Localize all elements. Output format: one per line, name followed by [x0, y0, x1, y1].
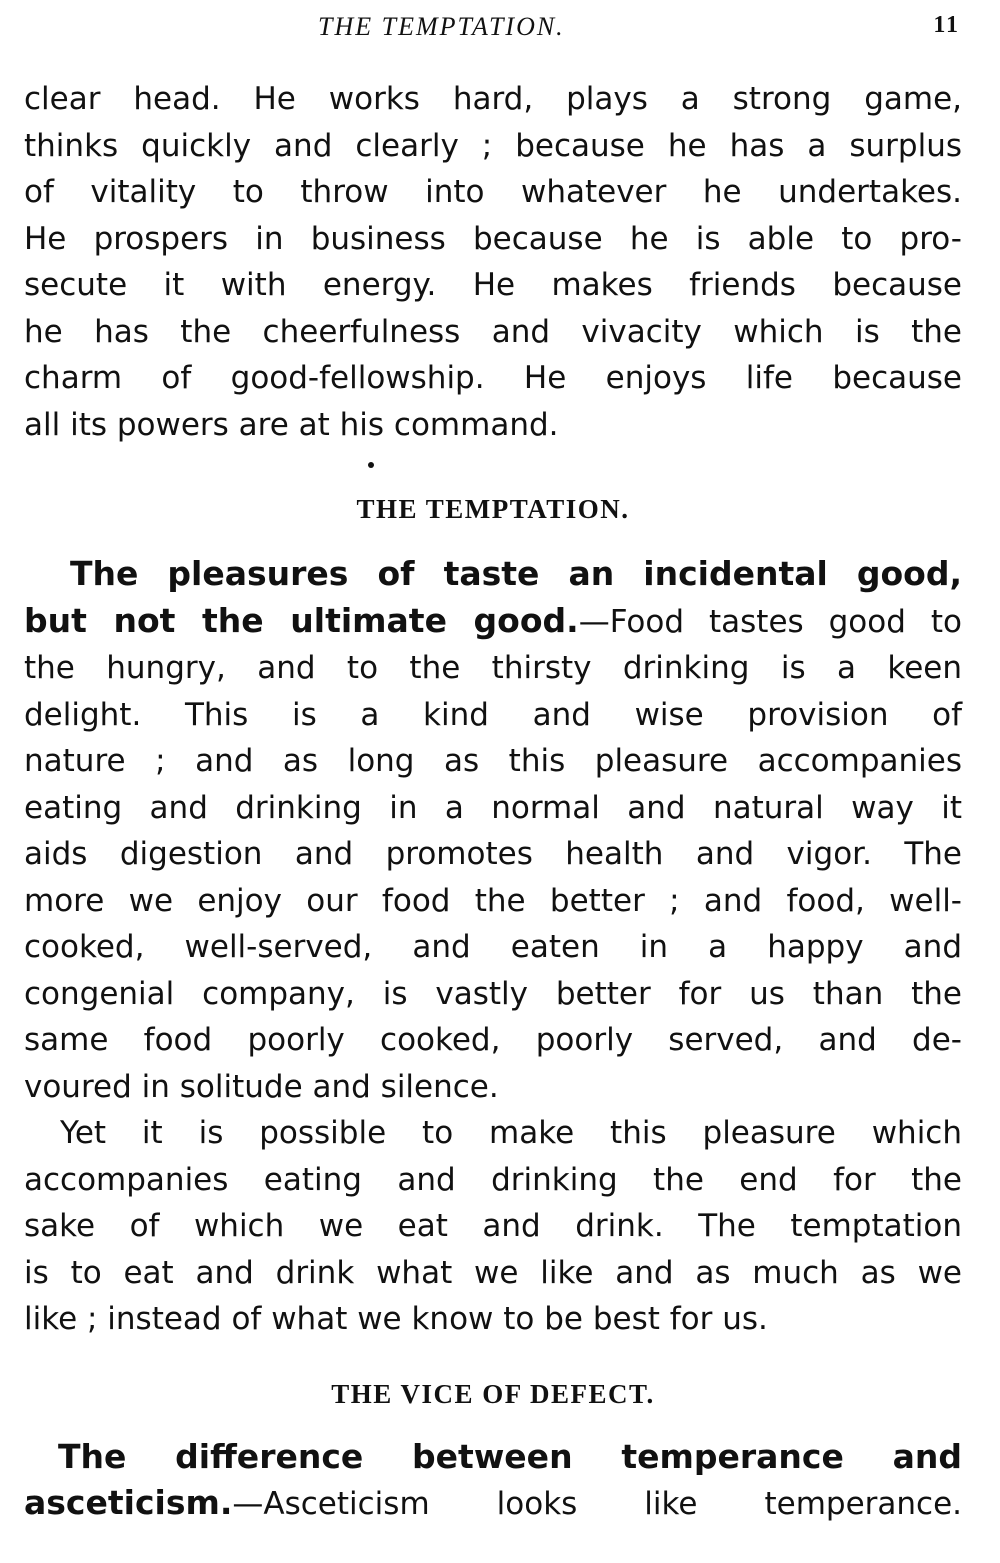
paragraph-temperance-asceticism — [24, 1434, 962, 1528]
text-line: of vitality to throw into whatever he undertakes. — [24, 174, 962, 210]
text-line: aids digestion and promotes health and vigor. The — [24, 836, 962, 872]
text-line: voured in solitude and silence. — [24, 1068, 499, 1105]
text-line: cooked, well-served, and eaten in a happy and — [24, 929, 962, 965]
text-line: delight. This is a kind and wise provision of — [24, 696, 962, 733]
section-heading-vice-of-defect: THE VICE OF DEFECT. — [331, 1378, 655, 1409]
text-line: all its powers are at his command. — [24, 406, 559, 443]
paragraph-yet-it-is-possible — [24, 1110, 962, 1343]
page-number: 11 — [933, 12, 960, 38]
text-line: charm of good-fellowship. He enjoys life because — [24, 360, 962, 396]
paragraph-pleasures-of-taste — [24, 551, 962, 1110]
section-heading-temptation: THE TEMPTATION. — [356, 494, 630, 524]
lead-heading-continuation: but not the ultimate good. — [24, 600, 579, 640]
text-line: eating and drinking in a normal and natural way it — [24, 789, 962, 826]
lead-heading-line: The difference between temperance and — [58, 1436, 962, 1476]
text-line: the hungry, and to the thirsty drinking is a keen — [24, 650, 962, 686]
text-line: accompanies eating and drinking the end for the — [24, 1161, 962, 1198]
text-line: sake of which we eat and drink. The temptation — [24, 1208, 962, 1244]
text-line — [24, 598, 962, 646]
paragraph-continuation — [24, 76, 962, 448]
text-run: —Food tastes good to — [578, 603, 962, 640]
text-line: more we enjoy our food the better ; and food, well- — [24, 882, 962, 919]
lead-heading-line: The pleasures of taste an incidental good, — [70, 554, 962, 593]
text-line: he has the cheerfulness and vivacity which is the — [24, 313, 962, 350]
text-line: He prospers in business because he is able to pro- — [24, 220, 962, 257]
lead-heading-continuation: asceticism. — [24, 1483, 233, 1522]
text-line: congenial company, is vastly better for us than the — [24, 975, 962, 1012]
text-line: clear head. He works hard, plays a strong game, — [24, 81, 962, 117]
text-line: thinks quickly and clearly ; because he has a surplus — [24, 127, 962, 164]
body-text — [24, 76, 962, 1528]
text-line: is to eat and drink what we like and as much as we — [24, 1254, 962, 1291]
text-line — [24, 1480, 962, 1528]
running-head — [0, 8, 1000, 48]
text-line: secute it with energy. He makes friends because — [24, 267, 962, 303]
text-line: same food poorly cooked, poorly served, and de- — [24, 1022, 962, 1058]
text-line: nature ; and as long as this pleasure accompanies — [24, 743, 962, 779]
text-run: —Asceticism looks like temperance. — [232, 1486, 962, 1522]
text-line: Yet it is possible to make this pleasure which — [60, 1115, 962, 1151]
running-title: THE TEMPTATION. — [318, 12, 565, 41]
text-line: like ; instead of what we know to be best for us. — [24, 1301, 768, 1337]
